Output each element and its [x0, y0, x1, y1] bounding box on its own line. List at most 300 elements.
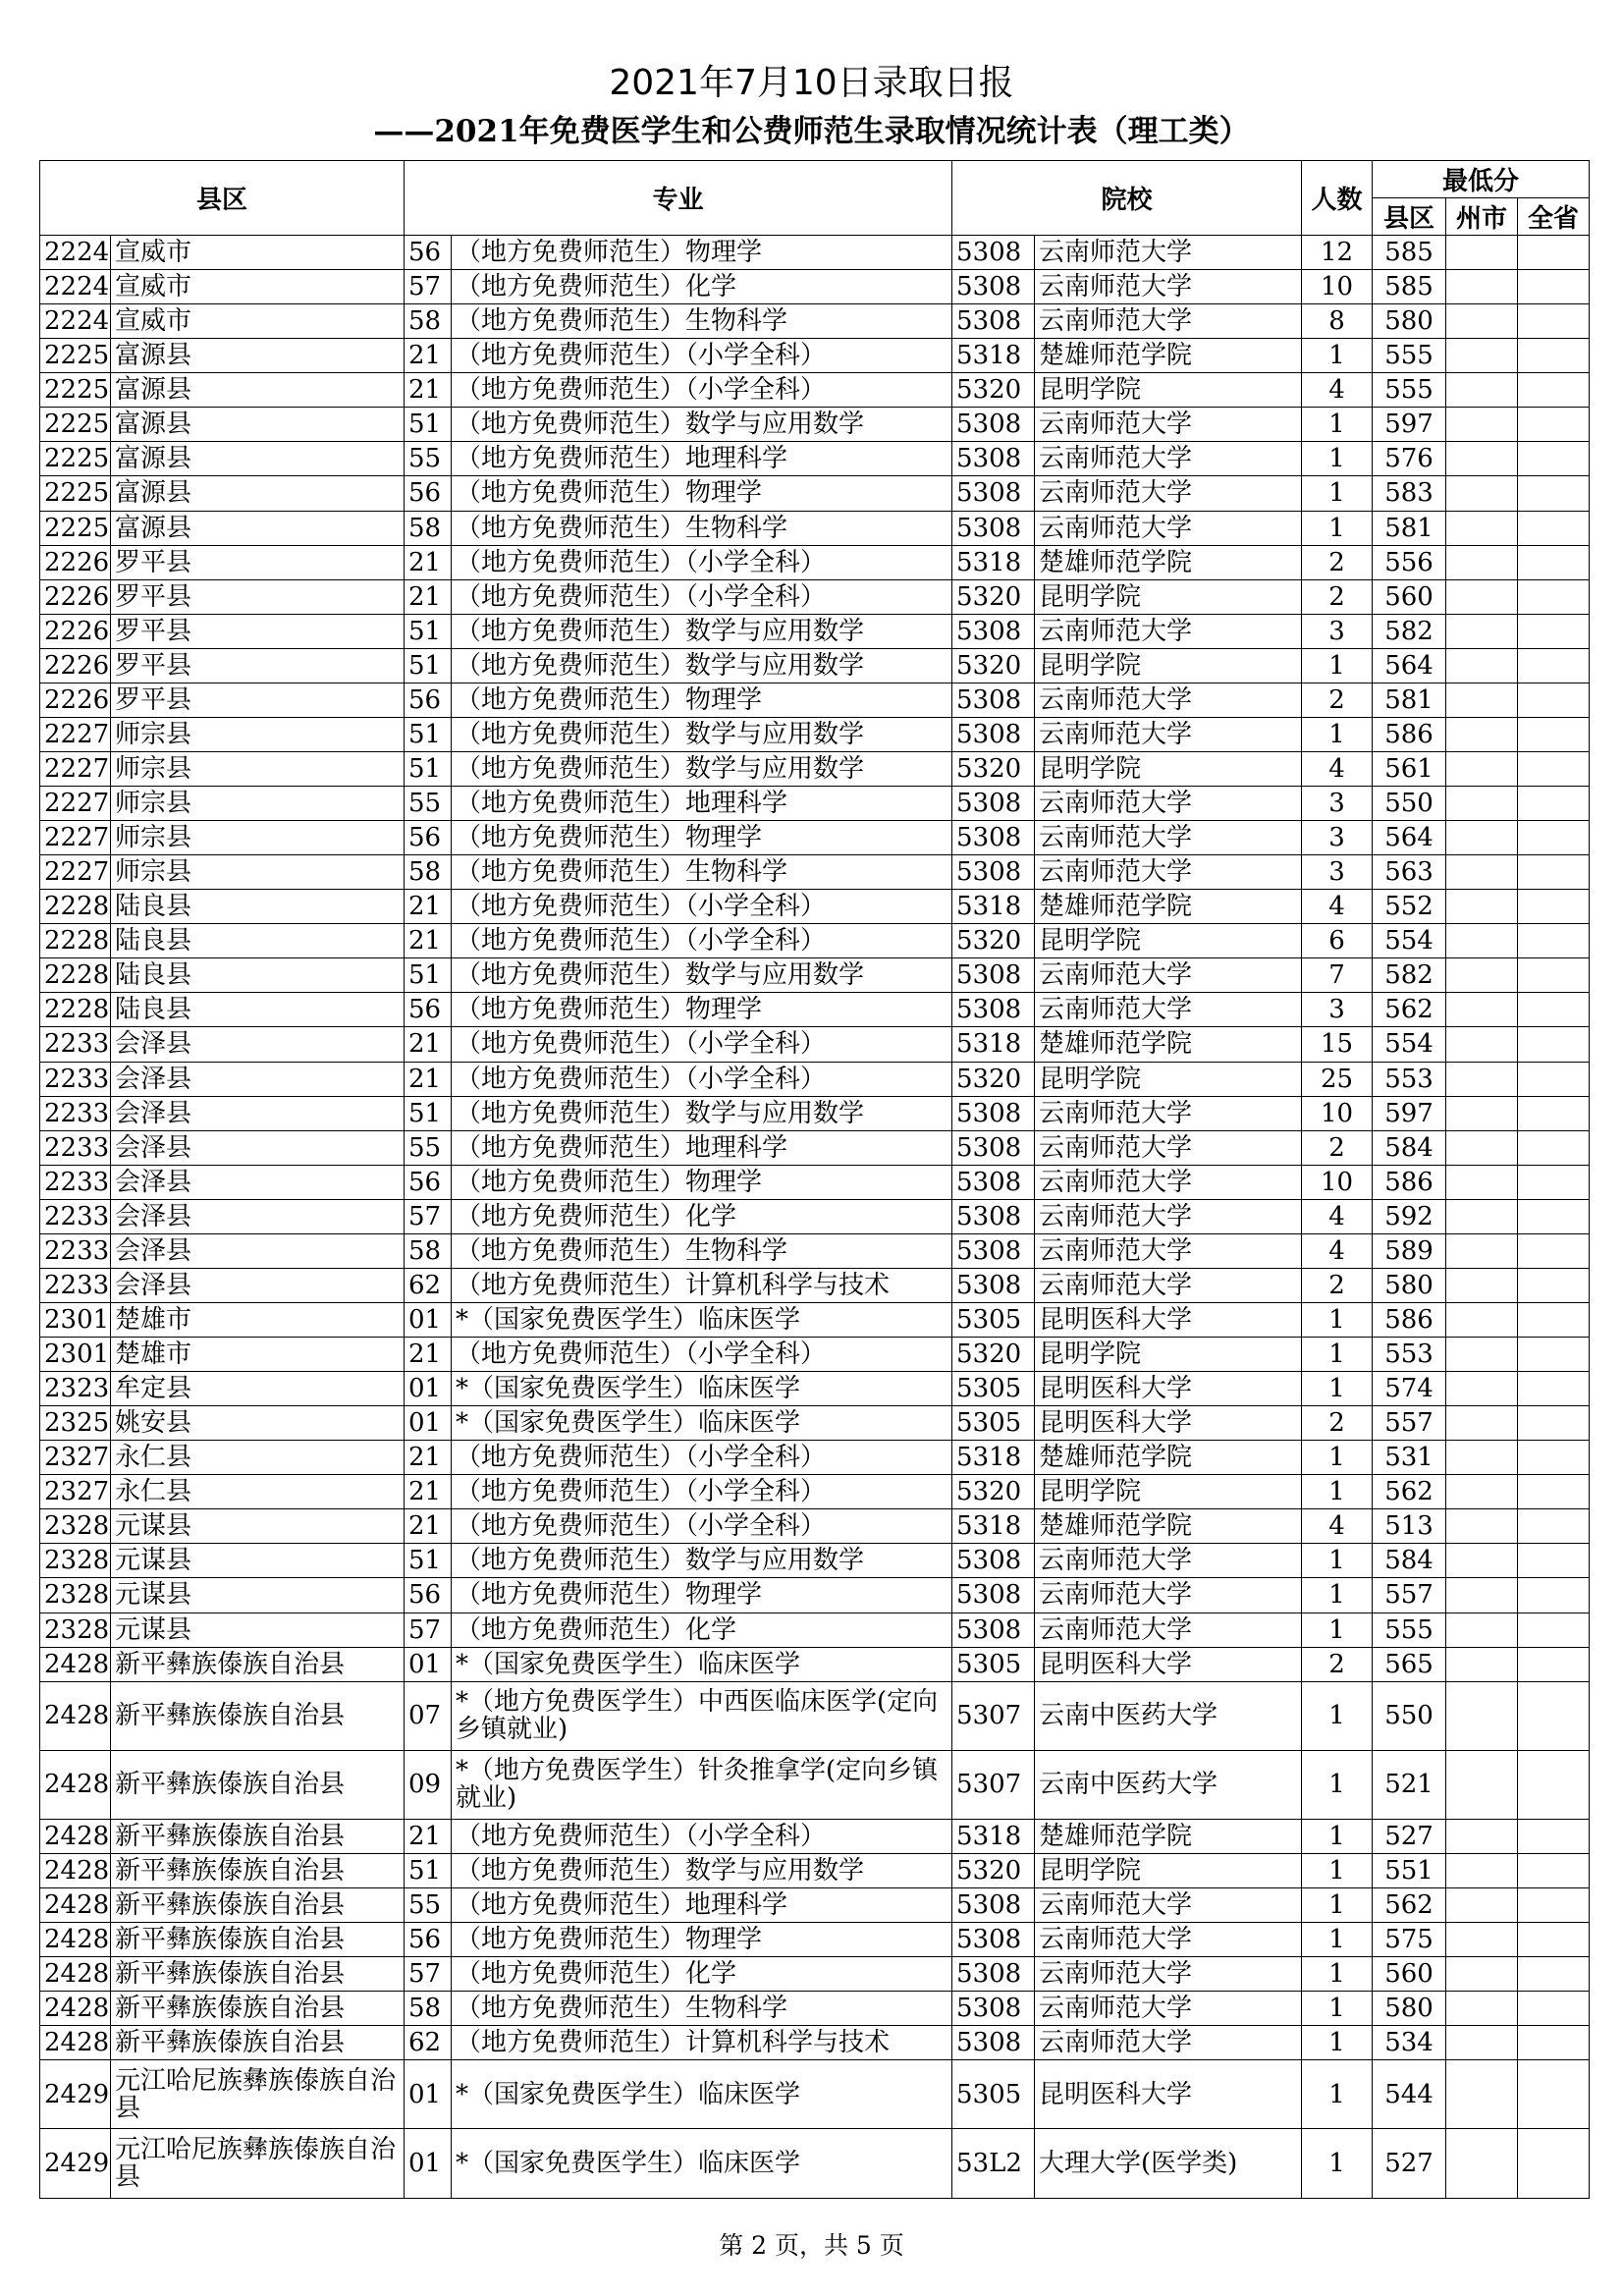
school-name-cell: 云南师范大学 — [1035, 717, 1302, 751]
min-score-province-cell — [1518, 511, 1590, 545]
count-cell: 3 — [1302, 855, 1373, 890]
county-code-cell: 2323 — [40, 1372, 111, 1406]
county-name-cell: 罗平县 — [111, 648, 405, 683]
count-cell: 4 — [1302, 1199, 1373, 1233]
table-row — [40, 476, 1590, 511]
header-min-score: 最低分 — [1373, 161, 1590, 198]
school-code-cell: 5318 — [952, 1509, 1035, 1544]
count-cell: 1 — [1302, 717, 1373, 751]
min-score-province-cell — [1518, 442, 1590, 476]
table-row — [40, 993, 1590, 1027]
major-name-cell: *（国家免费医学生）临床医学 — [452, 1406, 952, 1441]
major-name-cell: （地方免费师范生）化学 — [452, 1613, 952, 1647]
min-score-province-cell — [1518, 1372, 1590, 1406]
major-name-cell: （地方免费师范生）数学与应用数学 — [452, 958, 952, 993]
min-score-county-cell: 551 — [1373, 1853, 1446, 1887]
county-code-cell: 2233 — [40, 1027, 111, 1062]
min-score-city-cell — [1446, 1957, 1518, 1992]
min-score-province-cell — [1518, 2026, 1590, 2060]
table-row — [40, 1544, 1590, 1578]
county-code-cell: 2327 — [40, 1441, 111, 1475]
major-code-cell: 57 — [405, 1957, 452, 1992]
min-score-city-cell — [1446, 339, 1518, 373]
major-code-cell: 58 — [405, 1233, 452, 1268]
major-name-cell: *（国家免费医学生）临床医学 — [452, 1372, 952, 1406]
major-name-cell: （地方免费师范生）计算机科学与技术 — [452, 1268, 952, 1302]
table-row — [40, 1888, 1590, 1923]
school-name-cell: 云南师范大学 — [1035, 1923, 1302, 1957]
county-name-cell: 富源县 — [111, 476, 405, 511]
min-score-city-cell — [1446, 1130, 1518, 1165]
min-score-province-cell — [1518, 579, 1590, 614]
school-name-cell: 昆明医科大学 — [1035, 1302, 1302, 1337]
county-name-cell: 师宗县 — [111, 855, 405, 890]
min-score-province-cell — [1518, 1750, 1590, 1819]
min-score-county-cell: 555 — [1373, 373, 1446, 408]
school-name-cell: 昆明医科大学 — [1035, 1406, 1302, 1441]
min-score-county-cell: 531 — [1373, 1441, 1446, 1475]
count-cell: 1 — [1302, 2060, 1373, 2129]
major-code-cell: 55 — [405, 1130, 452, 1165]
min-score-city-cell — [1446, 1475, 1518, 1509]
min-score-province-cell — [1518, 890, 1590, 924]
table-row — [40, 545, 1590, 579]
table-row — [40, 821, 1590, 855]
min-score-city-cell — [1446, 648, 1518, 683]
county-code-cell: 2227 — [40, 855, 111, 890]
major-code-cell: 56 — [405, 1578, 452, 1613]
min-score-county-cell: 554 — [1373, 924, 1446, 958]
county-name-cell: 元谋县 — [111, 1578, 405, 1613]
school-name-cell: 楚雄师范学院 — [1035, 339, 1302, 373]
county-name-cell: 新平彝族傣族自治县 — [111, 1819, 405, 1853]
min-score-city-cell — [1446, 2129, 1518, 2199]
school-code-cell: 5305 — [952, 1647, 1035, 1681]
min-score-county-cell: 527 — [1373, 1819, 1446, 1853]
count-cell: 2 — [1302, 1268, 1373, 1302]
min-score-province-cell — [1518, 787, 1590, 821]
table-row — [40, 1165, 1590, 1199]
school-code-cell: 5308 — [952, 1544, 1035, 1578]
table-row — [40, 1338, 1590, 1372]
count-cell: 1 — [1302, 1957, 1373, 1992]
min-score-province-cell — [1518, 408, 1590, 442]
min-score-county-cell: 553 — [1373, 1338, 1446, 1372]
school-name-cell: 楚雄师范学院 — [1035, 545, 1302, 579]
county-code-cell: 2227 — [40, 751, 111, 786]
county-name-cell: 师宗县 — [111, 787, 405, 821]
major-name-cell: （地方免费师范生）数学与应用数学 — [452, 408, 952, 442]
major-name-cell: （地方免费师范生）生物科学 — [452, 1992, 952, 2026]
min-score-province-cell — [1518, 236, 1590, 270]
table-row — [40, 648, 1590, 683]
count-cell: 1 — [1302, 476, 1373, 511]
min-score-county-cell: 521 — [1373, 1750, 1446, 1819]
min-score-province-cell — [1518, 1923, 1590, 1957]
min-score-county-cell: 527 — [1373, 2129, 1446, 2199]
county-code-cell: 2428 — [40, 1923, 111, 1957]
min-score-county-cell: 597 — [1373, 408, 1446, 442]
count-cell: 1 — [1302, 1302, 1373, 1337]
min-score-province-cell — [1518, 270, 1590, 304]
school-name-cell: 云南师范大学 — [1035, 1199, 1302, 1233]
major-code-cell: 56 — [405, 683, 452, 717]
major-code-cell: 21 — [405, 924, 452, 958]
school-name-cell: 昆明医科大学 — [1035, 1372, 1302, 1406]
min-score-county-cell: 565 — [1373, 1647, 1446, 1681]
school-code-cell: 5318 — [952, 339, 1035, 373]
min-score-city-cell — [1446, 683, 1518, 717]
min-score-city-cell — [1446, 1441, 1518, 1475]
min-score-province-cell — [1518, 1096, 1590, 1130]
header-school: 院校 — [952, 161, 1302, 236]
min-score-province-cell — [1518, 958, 1590, 993]
county-name-cell: 陆良县 — [111, 993, 405, 1027]
school-code-cell: 5318 — [952, 1819, 1035, 1853]
min-score-county-cell: 554 — [1373, 1027, 1446, 1062]
table-row — [40, 1923, 1590, 1957]
min-score-province-cell — [1518, 1647, 1590, 1681]
min-score-province-cell — [1518, 304, 1590, 339]
major-code-cell: 56 — [405, 1923, 452, 1957]
county-code-cell: 2233 — [40, 1096, 111, 1130]
major-name-cell: （地方免费师范生）（小学全科） — [452, 373, 952, 408]
min-score-county-cell: 582 — [1373, 614, 1446, 648]
table-row — [40, 683, 1590, 717]
county-code-cell: 2224 — [40, 304, 111, 339]
count-cell: 3 — [1302, 614, 1373, 648]
min-score-city-cell — [1446, 1750, 1518, 1819]
min-score-province-cell — [1518, 339, 1590, 373]
school-name-cell: 楚雄师范学院 — [1035, 1027, 1302, 1062]
table-row — [40, 1062, 1590, 1096]
major-name-cell: （地方免费师范生）数学与应用数学 — [452, 1544, 952, 1578]
school-code-cell: 5308 — [952, 1992, 1035, 2026]
county-name-cell: 会泽县 — [111, 1096, 405, 1130]
county-code-cell: 2429 — [40, 2060, 111, 2129]
table-row — [40, 1372, 1590, 1406]
count-cell: 2 — [1302, 545, 1373, 579]
major-code-cell: 01 — [405, 1647, 452, 1681]
school-code-cell: 5318 — [952, 1441, 1035, 1475]
min-score-city-cell — [1446, 1647, 1518, 1681]
count-cell: 3 — [1302, 993, 1373, 1027]
school-name-cell: 云南师范大学 — [1035, 683, 1302, 717]
min-score-county-cell: 557 — [1373, 1578, 1446, 1613]
min-score-county-cell: 576 — [1373, 442, 1446, 476]
table-row — [40, 924, 1590, 958]
county-code-cell: 2228 — [40, 890, 111, 924]
table-row — [40, 855, 1590, 890]
county-name-cell: 新平彝族傣族自治县 — [111, 1888, 405, 1923]
county-code-cell: 2227 — [40, 717, 111, 751]
county-code-cell: 2428 — [40, 1647, 111, 1681]
major-code-cell: 55 — [405, 442, 452, 476]
count-cell: 1 — [1302, 1544, 1373, 1578]
county-name-cell: 新平彝族傣族自治县 — [111, 1923, 405, 1957]
school-code-cell: 5305 — [952, 1302, 1035, 1337]
school-name-cell: 楚雄师范学院 — [1035, 1509, 1302, 1544]
major-code-cell: 21 — [405, 1062, 452, 1096]
major-name-cell: （地方免费师范生）数学与应用数学 — [452, 751, 952, 786]
county-name-cell: 师宗县 — [111, 751, 405, 786]
count-cell: 2 — [1302, 1647, 1373, 1681]
min-score-city-cell — [1446, 1819, 1518, 1853]
school-code-cell: 5308 — [952, 236, 1035, 270]
county-name-cell: 宣威市 — [111, 270, 405, 304]
major-code-cell: 58 — [405, 511, 452, 545]
table-row — [40, 1613, 1590, 1647]
min-score-province-cell — [1518, 476, 1590, 511]
major-name-cell: （地方免费师范生）数学与应用数学 — [452, 1096, 952, 1130]
count-cell: 1 — [1302, 1441, 1373, 1475]
county-name-cell: 新平彝族傣族自治县 — [111, 1681, 405, 1750]
county-name-cell: 元江哈尼族彝族傣族自治县 — [111, 2129, 405, 2199]
count-cell: 1 — [1302, 1888, 1373, 1923]
min-score-province-cell — [1518, 751, 1590, 786]
table-row — [40, 236, 1590, 270]
county-name-cell: 会泽县 — [111, 1268, 405, 1302]
table-body — [40, 236, 1590, 2199]
min-score-county-cell: 580 — [1373, 1992, 1446, 2026]
school-code-cell: 5305 — [952, 1372, 1035, 1406]
table-row — [40, 1441, 1590, 1475]
school-code-cell: 5305 — [952, 1406, 1035, 1441]
min-score-province-cell — [1518, 1957, 1590, 1992]
county-name-cell: 罗平县 — [111, 545, 405, 579]
count-cell: 2 — [1302, 683, 1373, 717]
county-code-cell: 2225 — [40, 373, 111, 408]
school-name-cell: 云南师范大学 — [1035, 993, 1302, 1027]
min-score-province-cell — [1518, 1509, 1590, 1544]
major-code-cell: 58 — [405, 1992, 452, 2026]
min-score-city-cell — [1446, 1268, 1518, 1302]
table-row — [40, 373, 1590, 408]
min-score-county-cell: 575 — [1373, 1923, 1446, 1957]
school-name-cell: 昆明学院 — [1035, 1853, 1302, 1887]
table-row — [40, 339, 1590, 373]
county-code-cell: 2228 — [40, 993, 111, 1027]
major-name-cell: *（地方免费医学生）中西医临床医学(定向乡镇就业) — [452, 1681, 952, 1750]
county-code-cell: 2226 — [40, 545, 111, 579]
min-score-province-cell — [1518, 1062, 1590, 1096]
county-name-cell: 陆良县 — [111, 958, 405, 993]
min-score-province-cell — [1518, 683, 1590, 717]
county-name-cell: 新平彝族傣族自治县 — [111, 1957, 405, 1992]
min-score-city-cell — [1446, 1062, 1518, 1096]
table-row — [40, 1406, 1590, 1441]
major-name-cell: （地方免费师范生）地理科学 — [452, 1888, 952, 1923]
table-row — [40, 1199, 1590, 1233]
county-code-cell: 2328 — [40, 1544, 111, 1578]
county-code-cell: 2224 — [40, 236, 111, 270]
min-score-city-cell — [1446, 1165, 1518, 1199]
school-name-cell: 昆明学院 — [1035, 373, 1302, 408]
major-code-cell: 51 — [405, 614, 452, 648]
page-subtitle: ——2021年免费医学生和公费师范生录取情况统计表（理工类） — [373, 114, 1250, 149]
min-score-province-cell — [1518, 1441, 1590, 1475]
count-cell: 15 — [1302, 1027, 1373, 1062]
count-cell: 25 — [1302, 1062, 1373, 1096]
major-name-cell: （地方免费师范生）（小学全科） — [452, 1062, 952, 1096]
school-code-cell: 53L2 — [952, 2129, 1035, 2199]
county-code-cell: 2428 — [40, 1957, 111, 1992]
school-code-cell: 5308 — [952, 1578, 1035, 1613]
min-score-province-cell — [1518, 1233, 1590, 1268]
county-code-cell: 2225 — [40, 339, 111, 373]
county-name-cell: 师宗县 — [111, 717, 405, 751]
county-name-cell: 宣威市 — [111, 304, 405, 339]
county-name-cell: 会泽县 — [111, 1130, 405, 1165]
count-cell: 1 — [1302, 1372, 1373, 1406]
table-row — [40, 1647, 1590, 1681]
school-code-cell: 5308 — [952, 1130, 1035, 1165]
county-code-cell: 2233 — [40, 1165, 111, 1199]
min-score-county-cell: 563 — [1373, 855, 1446, 890]
major-name-cell: （地方免费师范生）（小学全科） — [452, 890, 952, 924]
county-name-cell: 会泽县 — [111, 1233, 405, 1268]
min-score-province-cell — [1518, 1819, 1590, 1853]
county-code-cell: 2428 — [40, 1750, 111, 1819]
major-code-cell: 21 — [405, 1338, 452, 1372]
school-name-cell: 昆明医科大学 — [1035, 2060, 1302, 2129]
count-cell: 8 — [1302, 304, 1373, 339]
count-cell: 1 — [1302, 1338, 1373, 1372]
min-score-city-cell — [1446, 545, 1518, 579]
county-name-cell: 元谋县 — [111, 1544, 405, 1578]
major-name-cell: （地方免费师范生）（小学全科） — [452, 1819, 952, 1853]
min-score-city-cell — [1446, 270, 1518, 304]
major-code-cell: 01 — [405, 1372, 452, 1406]
min-score-county-cell: 550 — [1373, 1681, 1446, 1750]
major-code-cell: 57 — [405, 270, 452, 304]
count-cell: 1 — [1302, 511, 1373, 545]
major-code-cell: 21 — [405, 1475, 452, 1509]
min-score-city-cell — [1446, 1509, 1518, 1544]
count-cell: 6 — [1302, 924, 1373, 958]
major-name-cell: （地方免费师范生）地理科学 — [452, 787, 952, 821]
min-score-county-cell: 586 — [1373, 1302, 1446, 1337]
major-code-cell: 51 — [405, 1544, 452, 1578]
major-code-cell: 01 — [405, 2129, 452, 2199]
major-name-cell: （地方免费师范生）物理学 — [452, 821, 952, 855]
county-code-cell: 2428 — [40, 1992, 111, 2026]
major-code-cell: 55 — [405, 787, 452, 821]
min-score-county-cell: 574 — [1373, 1372, 1446, 1406]
school-code-cell: 5320 — [952, 1338, 1035, 1372]
min-score-county-cell: 589 — [1373, 1233, 1446, 1268]
county-code-cell: 2301 — [40, 1338, 111, 1372]
min-score-province-cell — [1518, 1130, 1590, 1165]
major-name-cell: （地方免费师范生）物理学 — [452, 683, 952, 717]
min-score-county-cell: 560 — [1373, 579, 1446, 614]
school-code-cell: 5308 — [952, 442, 1035, 476]
school-code-cell: 5308 — [952, 270, 1035, 304]
count-cell: 1 — [1302, 2129, 1373, 2199]
school-code-cell: 5308 — [952, 958, 1035, 993]
school-name-cell: 昆明学院 — [1035, 1475, 1302, 1509]
min-score-county-cell: 597 — [1373, 1096, 1446, 1130]
table-row — [40, 1027, 1590, 1062]
count-cell: 12 — [1302, 236, 1373, 270]
school-name-cell: 云南师范大学 — [1035, 236, 1302, 270]
county-name-cell: 牟定县 — [111, 1372, 405, 1406]
min-score-county-cell: 581 — [1373, 683, 1446, 717]
school-name-cell: 云南师范大学 — [1035, 1233, 1302, 1268]
county-name-cell: 陆良县 — [111, 890, 405, 924]
table-row — [40, 1302, 1590, 1337]
min-score-city-cell — [1446, 751, 1518, 786]
min-score-county-cell: 555 — [1373, 1613, 1446, 1647]
school-code-cell: 5308 — [952, 1233, 1035, 1268]
major-code-cell: 51 — [405, 751, 452, 786]
county-name-cell: 富源县 — [111, 373, 405, 408]
major-code-cell: 56 — [405, 1165, 452, 1199]
county-name-cell: 新平彝族傣族自治县 — [111, 1750, 405, 1819]
count-cell: 1 — [1302, 1819, 1373, 1853]
min-score-province-cell — [1518, 924, 1590, 958]
table-row — [40, 1475, 1590, 1509]
table-row — [40, 751, 1590, 786]
major-code-cell: 51 — [405, 1853, 452, 1887]
county-code-cell: 2328 — [40, 1509, 111, 1544]
min-score-province-cell — [1518, 1268, 1590, 1302]
count-cell: 1 — [1302, 1992, 1373, 2026]
table-row — [40, 511, 1590, 545]
major-name-cell: （地方免费师范生）计算机科学与技术 — [452, 2026, 952, 2060]
header-county: 县区 — [40, 161, 405, 236]
school-code-cell: 5308 — [952, 1888, 1035, 1923]
major-name-cell: （地方免费师范生）（小学全科） — [452, 1441, 952, 1475]
major-name-cell: （地方免费师范生）数学与应用数学 — [452, 648, 952, 683]
count-cell: 10 — [1302, 1096, 1373, 1130]
min-score-province-cell — [1518, 1199, 1590, 1233]
school-name-cell: 云南师范大学 — [1035, 1578, 1302, 1613]
county-code-cell: 2327 — [40, 1475, 111, 1509]
county-code-cell: 2226 — [40, 579, 111, 614]
min-score-county-cell: 586 — [1373, 717, 1446, 751]
county-name-cell: 会泽县 — [111, 1062, 405, 1096]
min-score-city-cell — [1446, 1199, 1518, 1233]
count-cell: 4 — [1302, 1233, 1373, 1268]
major-name-cell: （地方免费师范生）数学与应用数学 — [452, 1853, 952, 1887]
count-cell: 4 — [1302, 1509, 1373, 1544]
header-min-province: 全省 — [1518, 198, 1590, 236]
major-name-cell: （地方免费师范生）数学与应用数学 — [452, 614, 952, 648]
county-code-cell: 2325 — [40, 1406, 111, 1441]
major-name-cell: （地方免费师范生）化学 — [452, 1957, 952, 1992]
school-code-cell: 5308 — [952, 614, 1035, 648]
major-name-cell: （地方免费师范生）物理学 — [452, 1923, 952, 1957]
min-score-city-cell — [1446, 373, 1518, 408]
min-score-county-cell: 584 — [1373, 1544, 1446, 1578]
county-code-cell: 2225 — [40, 442, 111, 476]
major-code-cell: 01 — [405, 1302, 452, 1337]
major-name-cell: （地方免费师范生）（小学全科） — [452, 545, 952, 579]
count-cell: 4 — [1302, 890, 1373, 924]
major-code-cell: 62 — [405, 2026, 452, 2060]
county-code-cell: 2429 — [40, 2129, 111, 2199]
min-score-province-cell — [1518, 1578, 1590, 1613]
min-score-county-cell: 592 — [1373, 1199, 1446, 1233]
count-cell: 1 — [1302, 1475, 1373, 1509]
county-name-cell: 宣威市 — [111, 236, 405, 270]
school-code-cell: 5308 — [952, 683, 1035, 717]
school-code-cell: 5318 — [952, 1027, 1035, 1062]
school-code-cell: 5320 — [952, 373, 1035, 408]
county-code-cell: 2226 — [40, 648, 111, 683]
min-score-province-cell — [1518, 1853, 1590, 1887]
